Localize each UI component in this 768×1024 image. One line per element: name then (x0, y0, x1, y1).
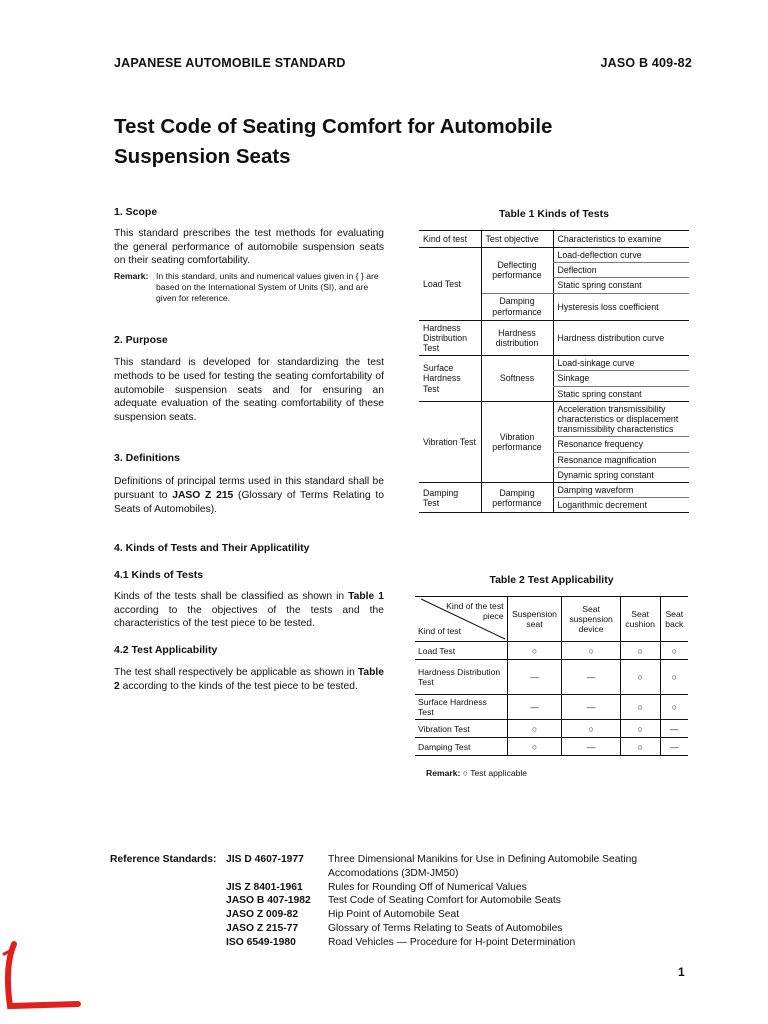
table2-corner-cell (415, 597, 507, 642)
list-item (226, 881, 688, 895)
reference-code: JASO Z 009-82 (226, 909, 299, 921)
list-item (226, 853, 688, 881)
table1-char-cell: Sinkage (553, 371, 689, 386)
table2-cell: ○ (507, 642, 562, 660)
kinds-sub2-text (114, 666, 384, 693)
standard-series-label: JAPANESE AUTOMOBILE STANDARD (114, 56, 346, 70)
reference-list (226, 853, 688, 950)
table-row (415, 720, 688, 738)
table1-char-cell: Load-deflection curve (553, 248, 689, 263)
table2-row-kind: Vibration Test (415, 720, 507, 738)
table2-header-row (415, 597, 688, 642)
table1-char-cell: Static spring constant (553, 278, 689, 293)
reference-title: Test Code of Seating Comfort for Automobile Seats (328, 895, 561, 907)
table-row (419, 320, 689, 356)
table1-kind-cell: Surface Hardness Test (419, 356, 481, 402)
list-item (226, 936, 688, 950)
table2-ref: Table 2 (114, 666, 384, 692)
table-row (415, 642, 688, 660)
table1-char-cell: Deflection (553, 263, 689, 278)
table2 (415, 596, 688, 756)
definitions-ref: JASO Z 215 (172, 489, 234, 501)
table2-cell: ○ (660, 642, 688, 660)
table2-cell: ○ (660, 660, 688, 695)
table1-kind-cell: Damping Test (419, 483, 481, 513)
table1-char-cell: Damping waveform (553, 483, 689, 498)
table2-cell: ○ (562, 642, 620, 660)
table2-remark-text: ○ Test applicable (462, 768, 528, 778)
table2-remark (426, 768, 527, 779)
table2-cell: ○ (660, 695, 688, 720)
standard-number: JASO B 409-82 (600, 56, 692, 70)
table2-cell: ○ (620, 738, 660, 756)
table1-ref: Table 1 (348, 591, 384, 603)
table2-col-header: Suspension seat (507, 597, 562, 642)
remark-label: Remark: (114, 270, 149, 281)
scope-remark (114, 271, 384, 305)
reference-code: JASO B 407-1982 (226, 895, 311, 907)
table1-char-cell: Hardness distribution curve (553, 320, 689, 356)
table2-cell: ○ (620, 660, 660, 695)
table1-kind-cell: Hardness Distribution Test (419, 320, 481, 356)
reference-code: JIS D 4607-1977 (226, 854, 304, 865)
table2-row-kind: Surface Hardness Test (415, 695, 507, 720)
table1-char-cell: Resonance magnification (553, 452, 689, 467)
table-row (419, 401, 689, 437)
purpose-heading: 2. Purpose (114, 334, 168, 347)
table2-col-header: Seat cushion (620, 597, 660, 642)
table1-objective-cell: Hardness distribution (481, 320, 553, 356)
table1-char-cell: Resonance frequency (553, 437, 689, 452)
table2-cell: ○ (620, 642, 660, 660)
table1-char-cell: Acceleration transmissibility characteristics or displacement transmissibility characteristics (553, 401, 689, 437)
table1-char-cell: Load-sinkage curve (553, 356, 689, 371)
reference-code: JIS Z 8401-1961 (226, 881, 303, 893)
table2-cell: — (562, 695, 620, 720)
table2-cell: ○ (507, 720, 562, 738)
reference-title: Glossary of Terms Relating to Seats of Automobiles (328, 922, 563, 934)
table2-row-kind: Damping Test (415, 738, 507, 756)
scope-heading: 1. Scope (114, 206, 158, 218)
page-title: Test Code of Seating Comfort for Automobile Suspension Seats (114, 115, 553, 168)
reference-title: Three Dimensional Manikins for Use in Defining Automobile Seating Accomodations (3DM-JM50) (328, 854, 638, 879)
table2-corner-top: Kind of the test piece (446, 601, 504, 621)
definitions-heading: 3. Definitions (114, 452, 180, 465)
table1-objective-cell: Vibration performance (481, 401, 553, 482)
reference-code: ISO 6549-1980 (226, 936, 296, 948)
table2-corner-bottom: Kind of test (418, 626, 461, 636)
kinds-sub1-heading: 4.1 Kinds of Tests (114, 569, 204, 582)
list-item (226, 894, 688, 908)
table2-row-kind: Load Test (415, 642, 507, 660)
table1-char-cell: Static spring constant (553, 386, 689, 401)
table1-objective-cell: Deflecting performance (481, 248, 553, 294)
table2-cell: — (562, 660, 620, 695)
table1-kind-cell: Load Test (423, 278, 461, 289)
remark-text: In this standard, units and numerical values given in { } are based on the International System of Units (SI), and are given for reference. (156, 270, 379, 304)
reference-title: Rules for Rounding Off of Numerical Values (328, 881, 527, 893)
kinds-sub2-b: according to the kinds of the test piece to be tested. (119, 680, 358, 692)
table1-objective-cell: Softness (481, 356, 553, 402)
reference-code: JASO Z 215-77 (226, 922, 299, 934)
list-item (226, 922, 688, 936)
table1-col-characteristics: Characteristics to examine (553, 231, 689, 248)
scope-text: This standard prescribes the test methods for evaluating the general performance of automobile suspension seats on their seating comfortability. (114, 228, 384, 267)
table2-cell: — (562, 738, 620, 756)
table2-cell: ○ (507, 738, 562, 756)
table2-col-header: Seat back (660, 597, 688, 642)
table1-char-cell: Dynamic spring constant (553, 467, 689, 482)
table-row (419, 248, 689, 263)
definitions-text-b: (Glossary of Terms Relating to Seats of Automobiles). (114, 489, 385, 515)
table-row (415, 695, 688, 720)
table1-header-row (419, 231, 689, 248)
table2-row-kind: Hardness Distribution Test (415, 660, 507, 695)
table1 (419, 230, 689, 513)
reference-label: Reference Standards: (110, 854, 217, 865)
definitions-text (114, 475, 384, 516)
table-row (419, 356, 689, 371)
table1-col-kind: Kind of test (419, 231, 481, 248)
table2-cell: — (660, 720, 688, 738)
kinds-sub1-text (114, 590, 384, 631)
table2-cell: ○ (620, 695, 660, 720)
kinds-sub1-b: according to the objectives of the tests and the characteristics of the test piece to be tested. (114, 604, 384, 630)
table2-cell: ○ (620, 720, 660, 738)
table1-objective-cell: Damping performance (481, 483, 553, 513)
table2-remark-label: Remark: (426, 768, 461, 778)
table1-char-cell: Hysteresis loss coefficient (553, 293, 689, 320)
kinds-sub1-a: Kinds of the tests shall be classified as shown in (114, 591, 349, 603)
table-row (415, 738, 688, 756)
reference-title: Hip Point of Automobile Seat (328, 909, 460, 921)
table1-caption: Table 1 Kinds of Tests (499, 208, 609, 220)
table2-cell: ○ (562, 720, 620, 738)
purpose-text: This standard is developed for standardizing the test methods to be used for testing the seating comfortability of automobile suspension seats and for ensuring an adequate evaluation of the seating comfortability of these suspension seats. (114, 357, 384, 423)
left-column (114, 206, 384, 693)
list-item (226, 908, 688, 922)
table-row (415, 660, 688, 695)
table2-caption: Table 2 Test Applicability (489, 574, 614, 586)
reference-title: Road Vehicles — Procedure for H-point Determination (328, 936, 576, 948)
table2-cell: — (507, 660, 562, 695)
table2-col-header: Seat suspension device (562, 597, 620, 642)
kinds-sub2-a: The test shall respectively be applicable as shown in (114, 666, 358, 678)
table1-char-cell: Logarithmic decrement (553, 498, 689, 513)
table1-col-objective: Test objective (481, 231, 553, 248)
page-number: 1 (678, 965, 685, 979)
kinds-heading: 4. Kinds of Tests and Their Applicatility (114, 542, 310, 555)
table2-cell: — (660, 738, 688, 756)
table1-objective-cell: Damping performance (481, 293, 553, 320)
table1-kind-cell: Vibration Test (419, 401, 481, 482)
table2-cell: — (507, 695, 562, 720)
definitions-text-a: Definitions of principal terms used in this standard shall be pursuant to (114, 476, 384, 501)
red-corner-mark-icon (0, 938, 90, 1018)
kinds-sub2-heading: 4.2 Test Applicability (114, 643, 218, 656)
table-row (419, 483, 689, 498)
